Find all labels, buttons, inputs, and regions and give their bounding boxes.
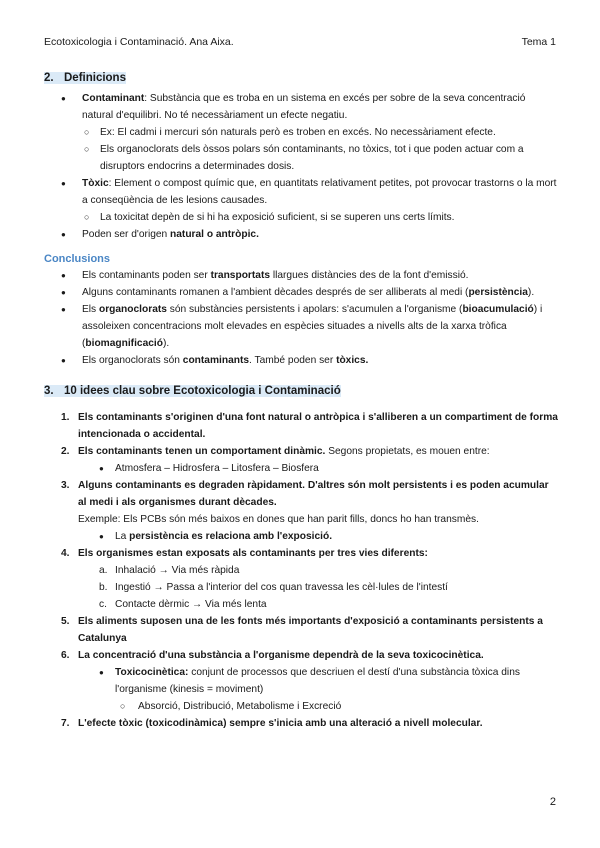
list-item: ● Toxicocinètica: conjunt de processos que descriuen el destí d'una substància tòxica dins l'organisme (kinesis = moviment) xyxy=(44,664,559,698)
page-header xyxy=(44,36,556,48)
section-definicions-heading: 2. Definicions xyxy=(44,72,126,84)
list-item: ● Tòxic: Element o compost químic que, en quantitats relativament petites, pot provocar trastorns o la mort a conseqüència de les lesions causades. xyxy=(44,175,559,209)
list-item: 6. La concentració d'una substància a l'organisme dependrà de la seva toxicocinètica. xyxy=(61,650,484,661)
list-item: ● Els organoclorats són contaminants. També poden ser tòxics. xyxy=(44,352,559,369)
ideas-list xyxy=(44,409,559,732)
list-item: ○ La toxicitat depèn de si hi ha exposició suficient, si se superen uns certs límits. xyxy=(44,209,559,226)
conclusions-list xyxy=(44,267,559,369)
list-item: a. Inhalació → Via més ràpida xyxy=(99,565,240,576)
list-item: ○ Ex: El cadmi i mercuri són naturals però es troben en excés. No necessàriament efecte. xyxy=(44,124,559,141)
conclusions-heading: Conclusions xyxy=(44,253,111,265)
list-item: 1. Els contaminants s'originen d'una font natural o antròpica i s'alliberen a un compartiment de forma intencionada o accidental. xyxy=(61,412,558,440)
header-title: Ecotoxicologia i Contaminació. Ana Aixa. xyxy=(44,36,234,48)
list-item: ● Contaminant: Substància que es troba en un sistema en excés per sobre de la seva concentració natural d'equilibri. No té necessàriament un efecte negatiu. xyxy=(44,90,559,124)
list-item: ● Alguns contaminants romanen a l'ambient dècades després de ser alliberats al medi (persistència). xyxy=(44,284,559,301)
example-text: Exemple: Els PCBs són més baixos en dones que han parit fills, doncs ho han transmès. xyxy=(78,514,479,525)
list-item: 3. Alguns contaminants es degraden ràpidament. D'altres són molt persistents i es poden acumular al medi i als organismes durant dècades. xyxy=(61,480,549,508)
list-item: 5. Els aliments suposen una de les fonts més importants d'exposició a contaminants persistents a Catalunya xyxy=(61,616,543,644)
list-item: 7. L'efecte tòxic (toxicodinàmica) sempre s'inicia amb una alteració a nivell molecular. xyxy=(61,718,483,729)
page-content xyxy=(44,70,559,732)
list-item: 4. Els organismes estan exposats als contaminants per tres vies diferents: xyxy=(61,548,428,559)
list-item: ● Els contaminants poden ser transportats llargues distàncies des de la font d'emissió. xyxy=(44,267,559,284)
list-item: ● Els organoclorats són substàncies persistents i apolars: s'acumulen a l'organisme (bioacumulació) i assoleixen concentracions molt elevades en espècies situades a nivells alts de la xarxa tròfica (biomagnificació). xyxy=(44,301,559,352)
list-item: ● La persistència es relaciona amb l'exposició. xyxy=(44,528,559,545)
list-item: ○ Els organoclorats dels òssos polars són contaminants, no tòxics, tot i que poden actuar com a disruptors endocrins a determinades dosis. xyxy=(44,141,559,175)
section-ideas-heading: 3. 10 idees clau sobre Ecotoxicologia i Contaminació xyxy=(44,385,341,397)
list-item: ○ Absorció, Distribució, Metabolisme i Excreció xyxy=(44,698,559,715)
definicions-list xyxy=(44,90,559,243)
list-item: b. Ingestió → Passa a l'interior del cos quan travessa les cèl·lules de l'intestí xyxy=(99,582,448,593)
list-item: c. Contacte dèrmic → Via més lenta xyxy=(99,599,267,610)
list-item: 2. Els contaminants tenen un comportament dinàmic. Segons propietats, es mouen entre: xyxy=(61,446,490,457)
list-item: ● Atmosfera – Hidrosfera – Litosfera – Biosfera xyxy=(44,460,559,477)
header-topic: Tema 1 xyxy=(521,36,556,48)
page-number: 2 xyxy=(549,796,556,808)
list-item: ● Poden ser d'origen natural o antròpic. xyxy=(44,226,559,243)
